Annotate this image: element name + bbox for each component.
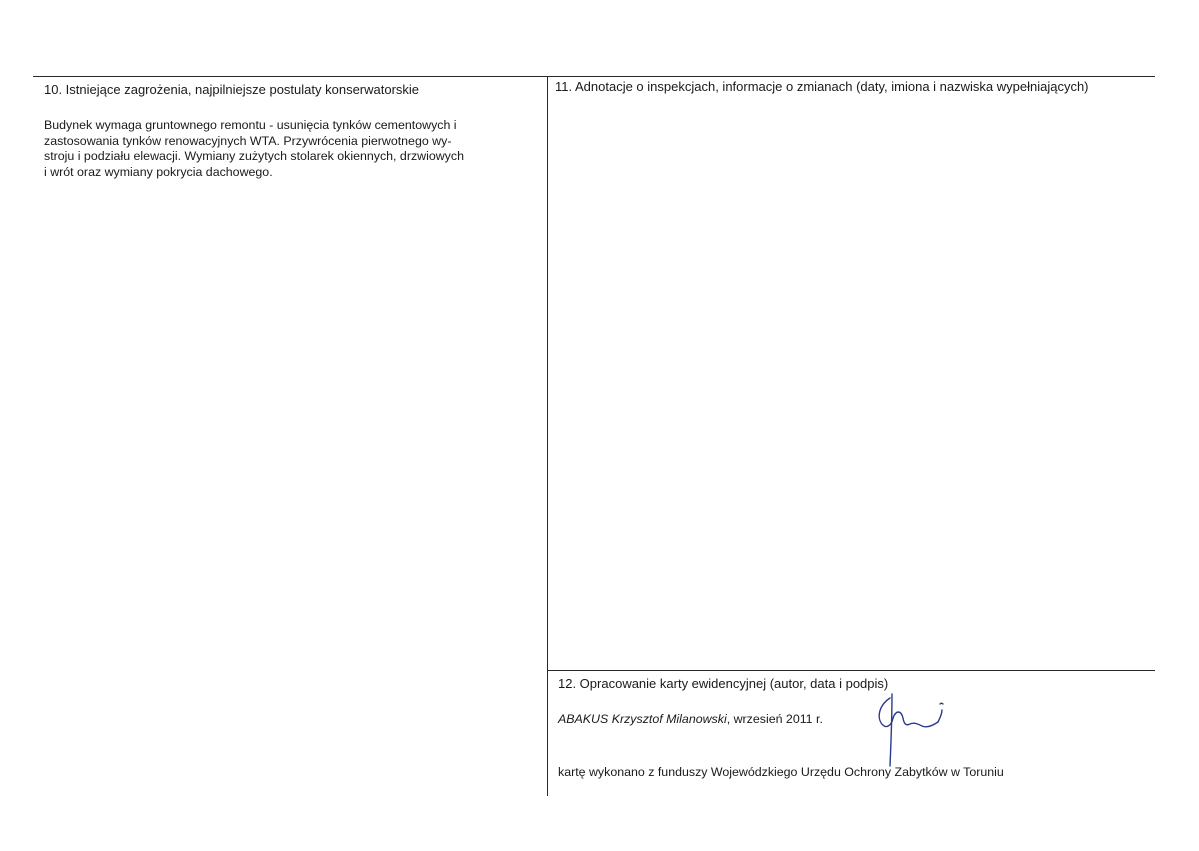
section-12-heading: 12. Opracowanie karty ewidencyjnej (autor, data i podpis): [558, 676, 889, 691]
section-10-line-3: stroju i podziału elewacji. Wymiany zużytych stolarek okiennych, drzwiowych: [44, 149, 464, 163]
author-name: ABAKUS Krzysztof Milanowski: [558, 712, 727, 726]
author-date: , wrzesień 2011 r.: [726, 712, 823, 726]
section-10-line-1: Budynek wymaga gruntownego remontu - usunięcia tynków cementowych i: [44, 118, 457, 132]
section-10-heading: 10. Istniejące zagrożenia, najpilniejsze postulaty konserwatorskie: [44, 82, 420, 97]
section-10-body: [44, 118, 544, 180]
section-10-line-2: zastosowania tynków renowacyjnych WTA. Przywrócenia pierwotnego wy-: [44, 133, 452, 148]
author-date-line: [558, 711, 823, 727]
section-10-line-4: i wrót oraz wymiany pokrycia dachowego.: [44, 164, 273, 179]
section-12-rule: [548, 670, 1155, 671]
section-11-heading: 11. Adnotacje o inspekcjach, informacje o zmianach (daty, imiona i nazwiska wypełniających): [555, 79, 1089, 94]
funding-note: kartę wykonano z funduszy Wojewódzkiego Urzędu Ochrony Zabytków w Toruniu: [558, 765, 1004, 779]
handwritten-signature: [868, 688, 968, 768]
top-rule: [33, 76, 1155, 77]
column-divider: [547, 76, 548, 796]
